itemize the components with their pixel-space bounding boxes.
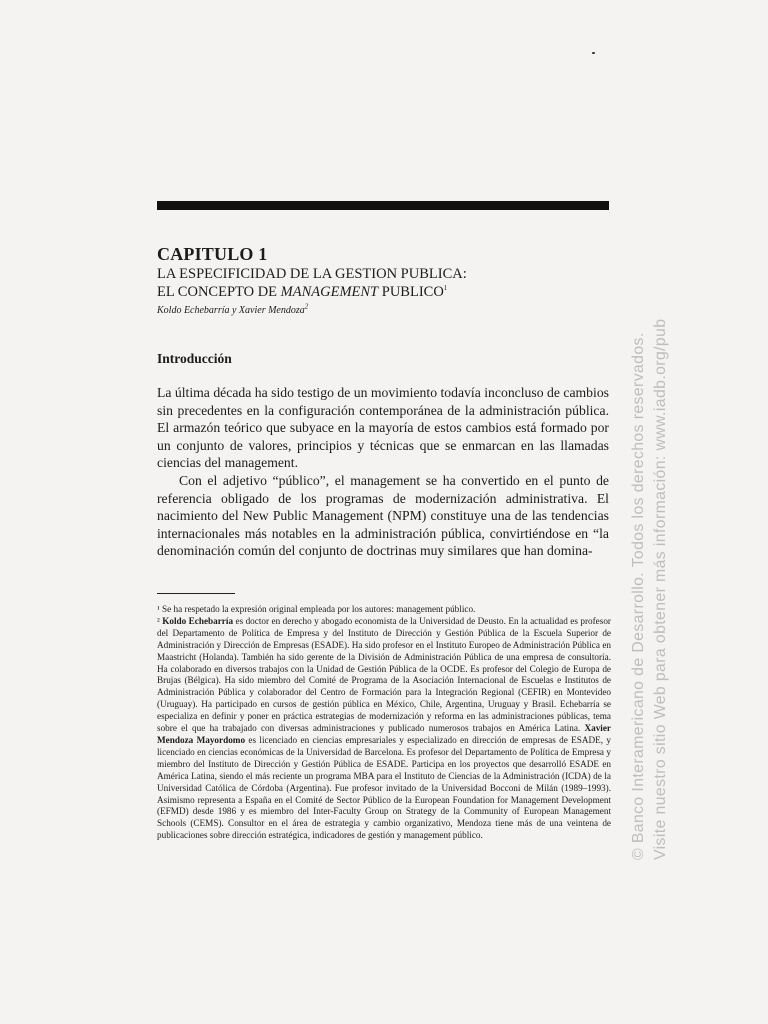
footnote-2-mark: ²: [157, 615, 163, 626]
footnotes: [157, 604, 611, 842]
footnote-2-bio-1: es doctor en derecho y abogado economista de la Universidad de Deusto. En la actualidad es profesor del Departamento de Política de Empresa y del Instituto de Dirección y Gestión Pública de la Escuela Superior de Administración y Dirección de Empresas (ESADE). Ha sido profesor en el Instituto Europeo de Administración Pública en Maastricht (Holanda). También ha sido gerente de la División de Administración Pública de una empresa de consultoría. Ha colaborado en diversos trabajos con la Unidad de Gestión Pública de la OCDE. Es profesor del Colegio de Europa de Brujas (Bélgica). Ha sido miembro del Comité de Programa de la Asociación Internacional de Escuelas e Institutos de Administración Pública y colaborador del Centro de Formación para la Integración Regional (CEFIR) en Montevideo (Uruguay). Ha participado en cursos de gestión pública en México, Chile, Argentina, Uruguay y Brasil. Echebarría se especializa en definir y poner en práctica estrategias de modernización y reforma en las administraciones públicas, tema sobre el que ha trabajado con diversas administraciones y publicado numerosos trabajos en América Latina.: [157, 615, 611, 734]
chapter-title: [157, 265, 467, 301]
chapter-label: CAPITULO 1: [157, 244, 268, 264]
chapter-title-line-1: LA ESPECIFICIDAD DE LA GESTION PUBLICA:: [157, 266, 467, 282]
chapter-authors: [157, 302, 309, 316]
footnote-2-bio-2: es licenciado en ciencias empresariales y especializado en dirección de empresas de ESADE, y licenciado en ciencias económicas de la Universidad de Barcelona. Es profesor del Departamento de Política de Empresa y miembro del Instituto de Dirección y Gestión Pública de ESADE. Participa en los proyectos que desarrolló ESADE en América Latina, siendo el más reciente un programa MBA para el Instituto de Ciencias de la Administración (ICDA) de la Universidad Católica de Córdoba (Argentina). Fue profesor invitado de la Universidad Bocconi de Milán (1989–1993). Asimismo representa a España en el Comité de Sector Público de la European Foundation for Management Development (EFMD) desde 1986 y es miembro del Inter-Faculty Group on Strategy de la Community of European Management Schools (CEMS). Consultor en el área de estrategia y cambio organizativo, Mendoza tiene más de una veintena de publicaciones sobre dirección estratégica, indicadores de gestión y management público.: [157, 734, 611, 841]
footnote-2-author-1: Koldo Echebarría: [162, 615, 234, 626]
copyright-watermark: [628, 190, 672, 860]
authors-text: Koldo Echebarría y Xavier Mendoza: [157, 305, 305, 316]
page-speck: [592, 52, 595, 54]
footnote-1: ¹ Se ha respetado la expresión original empleada por los autores: management público.: [157, 604, 476, 614]
chapter-title-line-2: [157, 283, 467, 301]
watermark-line-2: Visite nuestro sitio Web para obtener más información: www.iadb.org/pub: [652, 318, 669, 860]
footnote-2-author-2: Xavier Mendoza Mayordomo: [157, 723, 611, 745]
title-line2-pre: EL CONCEPTO DE: [157, 284, 281, 300]
footnote-2: [157, 616, 611, 842]
body-paragraph-2: Con el adjetivo “público”, el management se ha convertido en el punto de referencia obligado de los programas de modernización administrativa. El nacimiento del New Public Management (NPM) constituye una de las tendencias internacionales más notables en la administración pública, convirtiéndose en “la denominación común del conjunto de doctrinas muy similares que han domina-: [157, 472, 609, 559]
title-footnote-mark: 1: [443, 284, 448, 293]
section-heading: Introducción: [157, 351, 232, 366]
footnote-rule: [157, 593, 235, 594]
body-paragraph-1: La última década ha sido testigo de un movimiento todavía inconcluso de cambios sin precedentes en la configuración contemporánea de la administración pública. El armazón teórico que subyace en la mayoría de estos cambios está formado por un conjunto de valores, principios y técnicas que se enmarcan en las llamadas ciencias del management.: [157, 385, 609, 471]
chapter-header-rule: [157, 201, 609, 210]
title-line2-italic: MANAGEMENT: [280, 284, 379, 300]
body-text: [157, 384, 609, 560]
authors-footnote-mark: 2: [304, 302, 309, 311]
watermark-line-1: © Banco Interamericano de Desarrollo. Todos los derechos reservados.: [630, 332, 647, 860]
title-line2-post: PUBLICO: [378, 284, 444, 300]
